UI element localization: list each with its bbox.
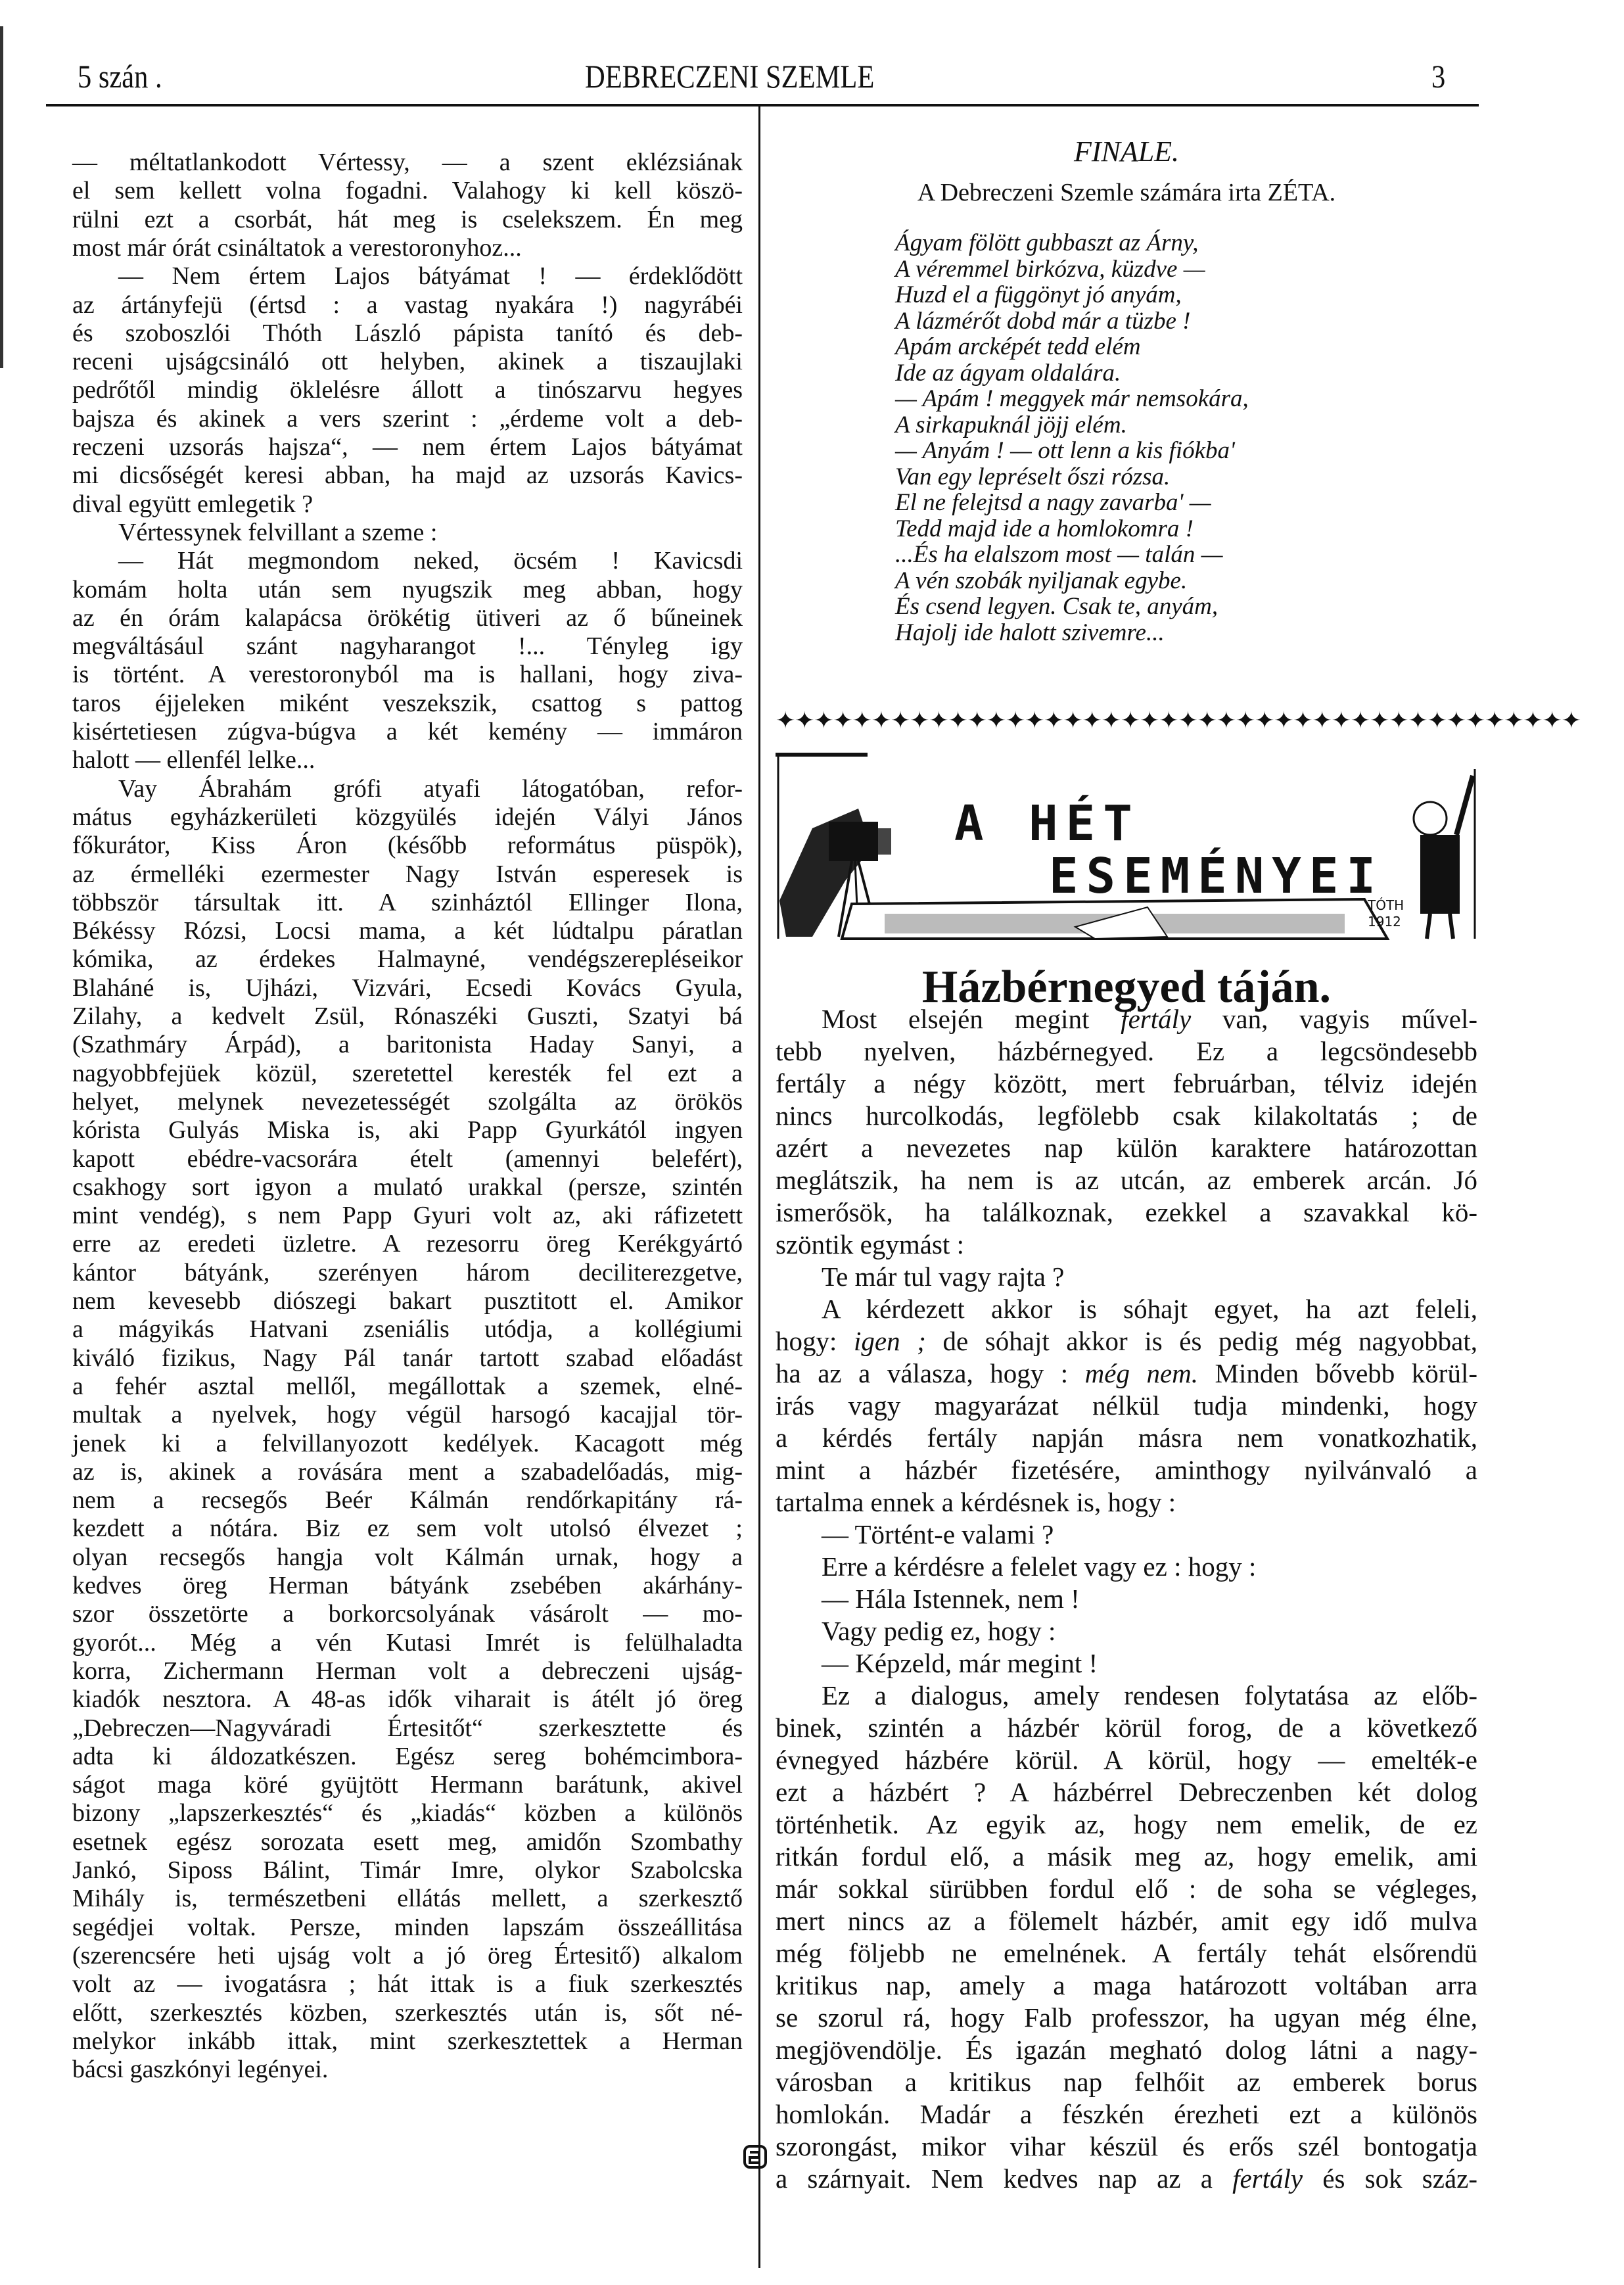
text-line: Most elsején megint fertály van, vagyis művel- xyxy=(822,1004,1477,1034)
poem-line: A sirkapuknál jöjj elém. xyxy=(895,411,1127,438)
article-title: Házbérnegyed táján. xyxy=(921,962,1332,1012)
text-line: mint vendég), s nem Papp Gyuri volt az, aki ráfizetett xyxy=(72,1202,743,1230)
text-line: — Hát megmondom neked, öcsém ! Kavicsdi xyxy=(118,547,743,575)
text-line: még följebb ne emelnének. A fertály tehát elsőrendü xyxy=(776,1938,1477,1968)
text-line: az én órám kalapácsa örökétig ütiveri az ő bűneinek xyxy=(72,603,743,632)
text-line: kiváló fizikus, Nagy Pál tanár tartott szabad előadást xyxy=(72,1344,743,1372)
text-line: tartalma ennek a kérdésnek is, hogy : xyxy=(776,1487,1176,1517)
text-line: meglátszik, ha nem is az utcán, az emberek arcán. Jó xyxy=(776,1165,1477,1195)
poem-line: ...És ha elalszom most — talán — xyxy=(895,541,1223,568)
emphasis: fertály xyxy=(1121,1004,1192,1034)
text-line: többször társultak itt. A szinháztól Ellinger Ilona, xyxy=(72,888,743,916)
text-line: segédjei voltak. Persze, minden lapszám összeállitása xyxy=(72,1913,743,1941)
poem-line: A véremmel birkózva, küzdve — xyxy=(895,255,1205,283)
week-events-banner xyxy=(773,749,1480,940)
banner-title-line1: A HÉT xyxy=(954,795,1140,852)
text-line: azért a nevezetes nap külön karaktere határozottan xyxy=(776,1133,1477,1163)
text-line: ságot maga köré gyüjtött Hermann barátunk, akivel xyxy=(72,1771,743,1799)
text-line: Vértessynek felvillant a szeme : xyxy=(118,518,438,546)
page-edge-shadow xyxy=(0,26,3,368)
text-line: előtt, szerkesztés közben, szerkesztés után is, sőt né- xyxy=(72,1998,743,2027)
text-line: se szorul rá, hogy Falb professzor, ha ugyan még élne, xyxy=(776,2002,1477,2033)
text-line: mint a házbér fizetésére, aminthogy nyilvánvaló a xyxy=(776,1455,1477,1485)
text-line: — Hála Istennek, nem ! xyxy=(822,1584,1080,1614)
text-line: (Szathmáry Árpád), a baritonista Haday Sanyi, a xyxy=(72,1031,743,1059)
text-line: Mihály is, természetbeni ellátás mellett, a szerkesztő xyxy=(72,1885,743,1913)
boy-figure-icon xyxy=(1414,769,1475,939)
text-line: bajsza és akinek a vers szerint : „érdeme volt a deb- xyxy=(72,404,743,433)
text-line: csakhogy sort igyon a mulató urakkal (persze, szintén xyxy=(72,1173,743,1201)
text-line: erre az eredeti üzletre. A rezesorru öreg Kerékgyártó xyxy=(72,1230,743,1258)
text-line: városban a kritikus nap felhőit az emberek borus xyxy=(776,2067,1477,2097)
poem-line: Ágyam fölött gubbaszt az Árny, xyxy=(895,229,1199,256)
printer-mark-icon xyxy=(743,2144,768,2169)
text-line: nem a recsegős Beér Kálmán rendőrkapitány rá- xyxy=(72,1486,743,1515)
text-line: ismerősök, ha találkoznak, ezekkel a szavakkal kö- xyxy=(776,1197,1477,1227)
text-line: évnegyed házbére körül. A körül, hogy — emelték-e xyxy=(776,1745,1477,1775)
text-line: olyan recsegős hangja volt Kálmán urnak, hogy a xyxy=(72,1543,743,1571)
ornament-divider: ✦✦✦✦✦✦✦✦✦✦✦✦✦✦✦✦✦✦✦✦✦✦✦✦✦✦✦✦✦✦✦✦✦✦✦✦✦✦✦✦✦✦ xyxy=(776,707,1581,734)
text-line: a szárnyait. Nem kedves nap az a fertály és sok száz- xyxy=(776,2163,1477,2194)
text-line: receni ujságcsináló ott helyben, akinek a tiszaujlaki xyxy=(72,348,743,376)
poem-line: És csend legyen. Csak te, anyám, xyxy=(895,593,1218,620)
text-line: pedrőtől mindig öklelésre állott a tinószarvu hegyes xyxy=(72,376,743,404)
text-line: kedves öreg Herman bátyánk zsebében akárhány- xyxy=(72,1572,743,1599)
poem-title: FINALE. xyxy=(1073,135,1180,168)
page-number: 3 xyxy=(1431,58,1446,95)
text-line: komám holta után sem nyugszik meg abban, hogy xyxy=(72,575,743,603)
text-line: el sem kellett volna fogadni. Valahogy ki kell köszö- xyxy=(72,177,743,205)
text-line: Vagy pedig ez, hogy : xyxy=(822,1616,1056,1646)
text-line: kántor bátyánk, szerényen három deciliterezgetve, xyxy=(72,1258,743,1286)
text-line: irás vagy magyarázat nélkül tudja mindenki, hogy xyxy=(776,1390,1477,1421)
text-line: szöntik egymást : xyxy=(776,1229,964,1260)
text-line: most már órát csináltatok a verestoronyhoz... xyxy=(72,233,522,262)
text-line: főkurátor, Kiss Áron (később református püspök), xyxy=(72,832,743,860)
text-line: Zilahy, a kedvelt Zsül, Rónaszéki Guszti, Szatyi bá xyxy=(72,1002,743,1030)
banner-title-line2: ESEMÉNYEI xyxy=(1049,848,1383,905)
text-line: Erre a kérdésre a felelet vagy ez : hogy : xyxy=(822,1551,1257,1582)
text-line: esetnek egész sorozata esett meg, amidőn Szombathy xyxy=(72,1827,743,1856)
text-line: szor összetörte a borkorcsolyának vásárolt — mo- xyxy=(72,1600,743,1628)
text-line: taros éjjeleken miként veszekszik, csattog s pattog xyxy=(72,689,743,717)
text-line: kapott ebédre-vacsorára ételt (amennyi belefért), xyxy=(72,1144,743,1173)
text-line: volt az — ivogatásra ; hát ittak is a fiuk szerkesztés xyxy=(72,1970,743,1998)
text-line: megváltásául szánt nagyharangot !... Tényleg igy xyxy=(72,632,743,661)
text-line: jenek ki a felvillanyozott kedélyek. Kacagott még xyxy=(72,1429,743,1457)
text-line: Békéssy Rózsi, Locsi mama, a két lúdtalpu páratlan xyxy=(72,917,743,945)
text-line: és szoboszlói Thóth László pápista tanító és deb- xyxy=(72,319,743,347)
text-line: a fehér asztal mellől, megállottak a szemek, elné- xyxy=(72,1372,743,1400)
text-line: az is, akinek a rovására ment a szabadelőadás, mig- xyxy=(72,1457,743,1486)
text-line: nincs hurcolkodás, legfölebb csak kilakoltatás ; de xyxy=(776,1100,1477,1131)
text-line: melykor inkább ittak, mint szerkesztettek a Herman xyxy=(72,2027,743,2055)
poem-line: A vén szobák nyiljanak egybe. xyxy=(895,567,1188,594)
text-line: dival együtt emlegetik ? xyxy=(72,490,313,518)
poem-line: El ne felejtsd a nagy zavarba' — xyxy=(895,489,1211,516)
text-line: adta ki áldozatkészen. Egész sereg bohémcimbora- xyxy=(72,1742,743,1770)
poem-line: — Anyám ! — ott lenn a kis fiókba' xyxy=(895,437,1235,464)
column-divider xyxy=(758,105,760,2268)
text-line: reczeni uzsorás hajsza“, — nem értem Lajos bátyámat xyxy=(72,433,743,461)
text-line: hogy: igen ; de sóhajt akkor is és pedig még nagyobbat, xyxy=(776,1326,1477,1356)
text-line: a mágyikás Hatvani zseniális utódja, a kollégiumi xyxy=(72,1315,743,1344)
text-line: bácsi gaszkónyi legényei. xyxy=(72,2056,329,2084)
text-line: nem kevesebb diószegi bakart pusztitott el. Amikor xyxy=(72,1287,743,1315)
text-line: az érmelléki ezermester Nagy István esperesek is xyxy=(72,860,743,888)
poem-line: Hajolj ide halott szivemre... xyxy=(895,619,1165,646)
poem-line: Apám arcképét tedd elém xyxy=(895,333,1141,360)
text-line: ritkán fordul elő, a másik meg az, hogy emelik, ami xyxy=(776,1841,1477,1872)
text-line: — Nem értem Lajos bátyámat ! — érdeklődött xyxy=(118,262,743,291)
illustrator-signature-name: TÓTH xyxy=(1368,897,1404,913)
text-line: ezt a házbért ? A házbérrel Debreczenben két dolog xyxy=(776,1777,1477,1807)
text-line: A kérdezett akkor is sóhajt egyet, ha azt feleli, xyxy=(822,1294,1477,1324)
text-line: ha az a válasza, hogy : még nem. Minden bővebb körül- xyxy=(776,1358,1477,1388)
poem-subtitle: A Debreczeni Szemle számára irta ZÉTA. xyxy=(917,179,1336,206)
text-line: binek, szintén a házbér körül forog, de a következő xyxy=(776,1712,1477,1743)
text-line: történhetik. Az egyik az, hogy nem emelik, de ez xyxy=(776,1809,1477,1839)
emphasis: még nem. xyxy=(1084,1358,1199,1388)
text-line: mert nincs az a fölemelt házbér, amit egy idő mulva xyxy=(776,1906,1477,1936)
illustrator-signature-year: 1912 xyxy=(1368,914,1401,930)
text-line: korra, Zichermann Herman volt a debreczeni ujság- xyxy=(72,1657,743,1685)
header-rule xyxy=(46,104,1479,106)
poem-line: A lázmérőt dobd már a tüzbe ! xyxy=(895,307,1191,335)
poem-line: Van egy lepréselt őszi rózsa. xyxy=(895,463,1171,490)
text-line: bizony „lapszerkesztés“ és „kiadás“ közben a különös xyxy=(72,1799,743,1827)
newspaper-title: DEBRECZENI SZEMLE xyxy=(585,58,875,95)
emphasis: igen ; xyxy=(854,1326,926,1356)
text-line: kritikus nap, amely a maga határozott voltában arra xyxy=(776,1970,1477,2000)
text-line: Jankó, Siposs Bálint, Timár Imre, olykor Szabolcska xyxy=(72,1856,743,1884)
text-line: mátus egyházkerületi közgyülés idején Vályi János xyxy=(72,803,743,831)
text-line: mi dicsőségét keresi abban, ha majd az uzsorás Kavics- xyxy=(72,461,743,490)
text-line: nagyobbfejüek közül, szeretettel keresték fel ezt a xyxy=(72,1059,743,1087)
text-line: már sokkal sürübben fordul elő : de soha se végleges, xyxy=(776,1873,1477,1904)
text-line: a kérdés fertály napján másra nem vonatkozhatik, xyxy=(776,1423,1477,1453)
text-line: — méltatlankodott Vértessy, — a szent eklézsiának xyxy=(72,149,743,176)
poem-line: — Apám ! meggyek már nemsokára, xyxy=(895,385,1249,412)
text-line: megjövendölje. És igazán megható dolog látni a nagy- xyxy=(776,2035,1477,2065)
text-line: Ez a dialogus, amely rendesen folytatása az előb- xyxy=(822,1680,1477,1710)
text-line: rülni ezt a csorbát, hát meg is cselekszem. Én meg xyxy=(72,205,743,233)
text-line: kómika, az érdekes Halmayné, vendégszerepléseikor xyxy=(72,945,743,974)
poem-line: Ide az ágyam oldalára. xyxy=(895,359,1121,387)
table-with-papers-icon xyxy=(842,899,1387,939)
text-line: multak a nyelvek, hogy végül harsogó kacajjal tör- xyxy=(72,1401,743,1429)
text-line: (szerencsére heti ujság volt a jó öreg Értesitő) alkalom xyxy=(72,1941,743,1969)
poem-line: Huzd el a függönyt jó anyám, xyxy=(895,281,1182,308)
text-line: — Képzeld, már megint ! xyxy=(822,1648,1098,1678)
poem-line: Tedd majd ide a homlokomra ! xyxy=(895,515,1194,542)
text-line: helyet, melynek nevezetességét szolgálta az örökös xyxy=(72,1087,743,1116)
text-line: is történt. A verestoronyból ma is hallani, hogy ziva- xyxy=(72,661,743,689)
issue-number: 5 szán . xyxy=(78,58,162,95)
text-line: homlokán. Madár a fészkén érezheti ezt a különös xyxy=(776,2099,1477,2129)
text-line: Te már tul vagy rajta ? xyxy=(822,1261,1065,1292)
text-line: kisértetiesen zúgva-búgva a két kemény — immáron xyxy=(72,718,743,745)
text-line: kiadók nesztora. A 48-as idők viharait is átélt jó öreg xyxy=(72,1685,743,1714)
text-line: az ártányfejü (értsd : a vastag nyakára !) nagyrábéi xyxy=(72,291,743,319)
emphasis: fertály xyxy=(1232,2163,1303,2194)
text-line: kezdett a nótára. Biz ez sem volt utolsó élvezet ; xyxy=(72,1515,743,1543)
text-line: gyorót... Még a vén Kutasi Imrét is felülhaladta xyxy=(72,1628,743,1657)
text-line: — Történt-e valami ? xyxy=(822,1519,1054,1549)
text-line: kórista Gulyás Miska is, aki Papp Gyurkától ingyen xyxy=(72,1116,743,1144)
text-line: halott — ellenfél lelke... xyxy=(72,746,315,774)
text-line: tebb nyelven, házbérnegyed. Ez a legcsöndesebb xyxy=(776,1036,1477,1066)
text-line: Blaháné is, Ujházi, Vizvári, Ecsedi Kovács Gyula, xyxy=(72,974,743,1002)
text-line: szorongást, mikor vihar készül és erős szél bontogatja xyxy=(776,2131,1477,2161)
text-line: „Debreczen—Nagyváradi Értesitőt“ szerkesztette és xyxy=(72,1714,743,1742)
text-line: Vay Ábrahám grófi atyafi látogatóban, refor- xyxy=(118,774,743,803)
text-line: fertály a négy között, mert februárban, télviz idején xyxy=(776,1068,1477,1098)
